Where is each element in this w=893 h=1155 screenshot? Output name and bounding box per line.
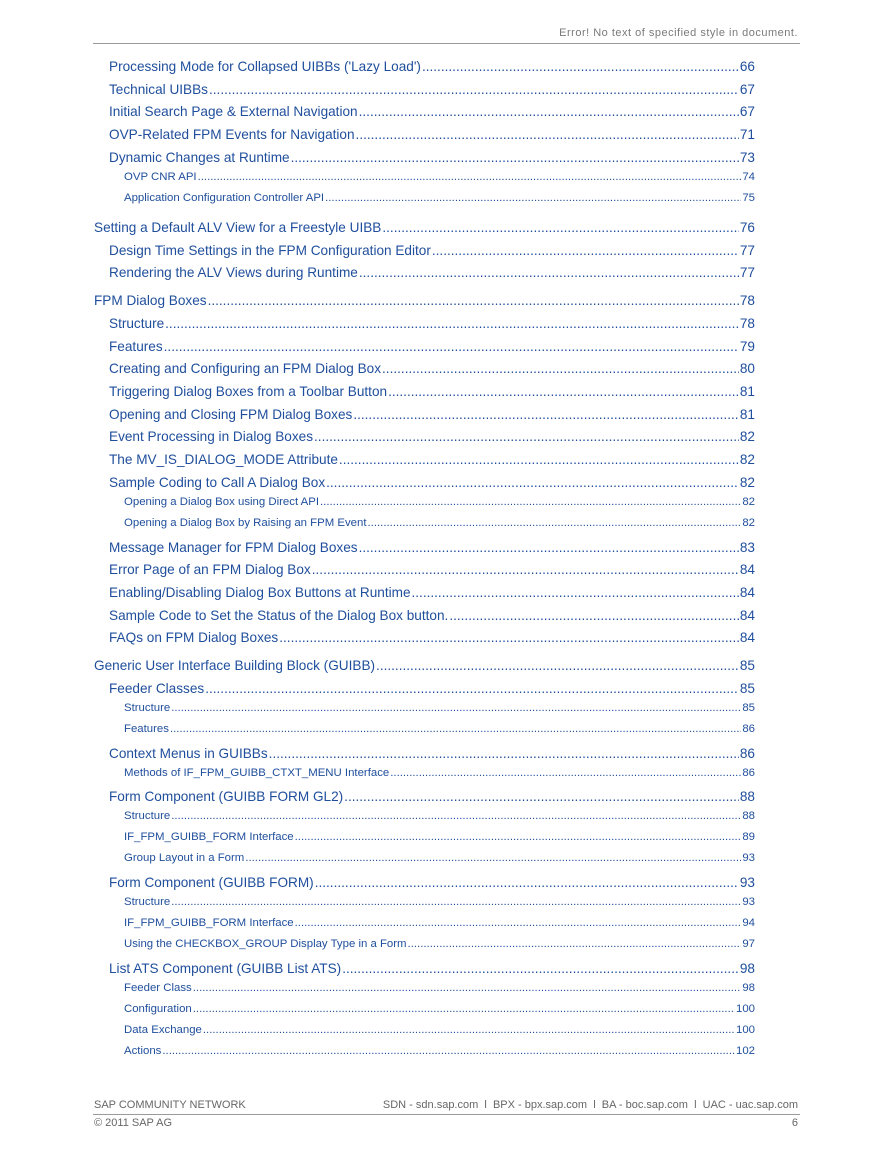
toc-entry-title: Group Layout in a Form <box>124 852 245 865</box>
toc-entry-page: 86 <box>742 723 755 735</box>
toc-dot-leader <box>359 104 739 119</box>
toc-entry-page: 98 <box>742 981 755 994</box>
toc-entry-title: Dynamic Changes at Runtime <box>109 149 290 165</box>
toc-dot-leader <box>382 220 739 235</box>
toc-dot-leader <box>359 265 739 280</box>
toc-entry[interactable] <box>94 658 755 673</box>
toc-dot-leader <box>198 171 742 183</box>
toc-entry[interactable] <box>109 681 755 696</box>
toc-dot-leader <box>326 475 739 490</box>
footer-links: SDN - sdn.sap.com l BPX - bpx.sap.com l BA - boc.sap.com l UAC - uac.sap.com <box>382 1099 798 1111</box>
toc-entry-title: List ATS Component (GUIBB List ATS) <box>109 960 342 976</box>
toc-entry-title: Structure <box>109 315 165 331</box>
toc-entry-page: 71 <box>739 127 755 143</box>
toc-entry-title: Structure <box>124 702 171 714</box>
toc-entry-page: 83 <box>739 539 755 555</box>
toc-entry-page: 77 <box>739 265 755 281</box>
toc-entry[interactable] <box>109 361 755 376</box>
toc-dot-leader <box>209 82 739 97</box>
toc-dot-leader <box>412 585 739 600</box>
toc-entry[interactable] <box>109 339 755 354</box>
page-number: 6 <box>791 1117 798 1129</box>
toc-entry[interactable] <box>124 1045 755 1057</box>
toc-dot-leader <box>171 896 741 908</box>
toc-entry[interactable] <box>109 875 755 890</box>
header-rule <box>93 43 800 44</box>
toc-entry-title: IF_FPM_GUIBB_FORM Interface <box>124 831 294 844</box>
toc-entry-title: Form Component (GUIBB FORM GL2) <box>109 789 344 805</box>
toc-entry[interactable] <box>109 475 755 490</box>
toc-entry-title: OVP CNR API <box>124 170 197 183</box>
toc-entry-page: 98 <box>739 960 755 976</box>
toc-entry[interactable] <box>124 767 755 779</box>
toc-entry-page: 75 <box>742 191 755 204</box>
toc-entry[interactable] <box>124 496 755 508</box>
toc-dot-leader <box>368 517 742 529</box>
header-text: Error! No text of specified style in document. <box>559 27 798 39</box>
toc-dot-leader <box>295 831 742 843</box>
toc-entry-title: Sample Code to Set the Status of the Dialog Box button. <box>109 607 449 623</box>
toc-entry-title: Form Component (GUIBB FORM) <box>109 875 314 891</box>
toc-entry-page: 97 <box>742 938 755 951</box>
toc-entry-title: Structure <box>124 810 171 823</box>
toc-entry[interactable] <box>109 150 755 165</box>
toc-entry-page: 100 <box>735 1002 755 1015</box>
toc-entry[interactable] <box>109 585 755 600</box>
toc-entry-title: Opening and Closing FPM Dialog Boxes <box>109 406 353 422</box>
toc-entry-title: Design Time Settings in the FPM Configuration Editor <box>109 242 431 258</box>
toc-entry[interactable] <box>109 630 755 645</box>
toc-dot-leader <box>269 746 739 761</box>
toc-entry[interactable] <box>109 316 755 331</box>
toc-entry-page: 84 <box>739 562 755 578</box>
toc-entry-page: 85 <box>739 681 755 696</box>
toc-entry-title: Actions <box>124 1044 162 1057</box>
toc-entry-page: 93 <box>739 875 755 891</box>
toc-dot-leader <box>165 316 739 331</box>
toc-entry-title: Setting a Default ALV View for a Freestyle UIBB <box>94 219 382 235</box>
toc-entry-page: 81 <box>739 384 755 399</box>
toc-dot-leader <box>193 1003 735 1015</box>
toc-dot-leader <box>382 361 739 376</box>
toc-dot-leader <box>388 384 739 399</box>
toc-entry-page: 73 <box>739 149 755 165</box>
toc-entry-title: Structure <box>124 896 171 909</box>
toc-entry-title: The MV_IS_DIALOG_MODE Attribute <box>109 452 338 468</box>
toc-entry-title: FPM Dialog Boxes <box>94 293 207 309</box>
toc-entry-page: 94 <box>742 917 755 930</box>
toc-entry-title: Processing Mode for Collapsed UIBBs ('Lazy Load') <box>109 59 421 74</box>
toc-entry[interactable] <box>109 562 755 577</box>
toc-entry-title: Feeder Class <box>124 981 192 994</box>
toc-entry-page: 78 <box>739 315 755 331</box>
toc-entry-page: 88 <box>739 789 755 805</box>
toc-entry-page: 80 <box>739 361 755 377</box>
toc-dot-leader <box>342 961 739 976</box>
toc-dot-leader <box>205 681 739 696</box>
toc-dot-leader <box>325 192 741 204</box>
toc-entry-page: 66 <box>739 59 755 74</box>
toc-entry-title: Generic User Interface Building Block (GUIBB) <box>94 658 376 674</box>
toc-entry[interactable] <box>94 220 755 235</box>
toc-entry[interactable] <box>109 127 755 142</box>
toc-dot-leader <box>353 407 739 422</box>
toc-entry[interactable] <box>124 723 755 735</box>
toc-entry-page: 82 <box>739 474 755 490</box>
toc-entry-page: 78 <box>739 293 755 309</box>
toc-dot-leader <box>344 789 739 804</box>
toc-entry[interactable] <box>124 192 755 204</box>
toc-dot-leader <box>376 658 739 673</box>
toc-entry[interactable] <box>109 961 755 976</box>
toc-dot-leader <box>171 702 741 714</box>
toc-entry-title: IF_FPM_GUIBB_FORM Interface <box>124 917 294 930</box>
toc-entry-title: OVP-Related FPM Events for Navigation <box>109 127 355 143</box>
toc-entry[interactable] <box>109 384 755 399</box>
toc-entry-page: 82 <box>739 429 755 445</box>
footer-network: SAP COMMUNITY NETWORK <box>94 1099 246 1111</box>
toc-entry-title: Features <box>109 338 163 354</box>
toc-entry[interactable] <box>109 789 755 804</box>
toc-entry[interactable] <box>124 171 755 183</box>
toc-dot-leader <box>390 767 741 779</box>
toc-entry-page: 81 <box>739 406 755 422</box>
toc-entry-title: Feeder Classes <box>109 681 205 696</box>
toc-entry-title: Creating and Configuring an FPM Dialog Box <box>109 361 382 377</box>
toc-dot-leader <box>170 723 741 735</box>
toc-entry-title: FAQs on FPM Dialog Boxes <box>109 630 279 646</box>
toc-dot-leader <box>245 852 741 864</box>
toc-entry[interactable] <box>109 407 755 422</box>
toc-entry[interactable] <box>94 293 755 308</box>
toc-entry-page: 85 <box>742 702 755 714</box>
toc-entry-page: 82 <box>739 452 755 468</box>
toc-entry[interactable] <box>109 452 755 467</box>
toc-dot-leader <box>314 429 739 444</box>
toc-entry-page: 67 <box>739 81 755 97</box>
toc-entry[interactable] <box>109 608 755 623</box>
toc-dot-leader <box>193 982 742 994</box>
toc-entry-page: 84 <box>739 630 755 646</box>
toc-entry-page: 77 <box>739 242 755 258</box>
toc-entry[interactable] <box>109 265 755 280</box>
toc-entry[interactable] <box>109 429 755 444</box>
toc-entry-title: Data Exchange <box>124 1023 202 1036</box>
toc-entry[interactable] <box>109 243 755 258</box>
toc-dot-leader <box>164 339 739 354</box>
toc-entry-title: Opening a Dialog Box by Raising an FPM Event <box>124 516 367 529</box>
toc-entry-title: Initial Search Page & External Navigation <box>109 104 358 120</box>
toc-entry-page: 84 <box>739 584 755 600</box>
toc-entry-page: 86 <box>742 766 755 779</box>
toc-entry-title: Rendering the ALV Views during Runtime <box>109 265 358 281</box>
toc-dot-leader <box>171 810 741 822</box>
toc-entry-page: 74 <box>742 170 755 183</box>
toc-entry-title: Triggering Dialog Boxes from a Toolbar Button <box>109 384 388 399</box>
toc-entry-title: Using the CHECKBOX_GROUP Display Type in a Form <box>124 938 407 951</box>
toc-entry[interactable] <box>124 831 755 843</box>
toc-entry-title: Features <box>124 723 169 735</box>
toc-entry-title: Configuration <box>124 1002 192 1015</box>
toc-entry-page: 82 <box>742 495 755 508</box>
toc-entry-title: Event Processing in Dialog Boxes <box>109 429 314 445</box>
toc-dot-leader <box>162 1045 735 1057</box>
toc-entry[interactable] <box>124 938 755 950</box>
toc-entry-page: 76 <box>739 219 755 235</box>
toc-dot-leader <box>408 938 742 950</box>
toc-entry[interactable] <box>124 1024 755 1036</box>
toc-entry[interactable] <box>109 746 755 761</box>
toc-entry[interactable] <box>124 1003 755 1015</box>
toc-entry[interactable] <box>124 896 755 908</box>
toc-entry-title: Message Manager for FPM Dialog Boxes <box>109 539 358 555</box>
toc-entry[interactable] <box>124 810 755 822</box>
toc-entry[interactable] <box>109 82 755 97</box>
toc-entry-page: 100 <box>735 1023 755 1036</box>
toc-dot-leader <box>203 1024 735 1036</box>
toc-entry-page: 67 <box>739 104 755 120</box>
toc-entry-page: 89 <box>742 831 755 844</box>
toc-entry[interactable] <box>109 104 755 119</box>
toc-dot-leader <box>356 127 739 142</box>
toc-dot-leader <box>291 150 739 165</box>
toc-dot-leader <box>320 496 741 508</box>
toc-entry-title: Opening a Dialog Box using Direct API <box>124 495 320 508</box>
toc-dot-leader <box>295 917 742 929</box>
toc-dot-leader <box>432 243 739 258</box>
toc-dot-leader <box>208 293 739 308</box>
toc-dot-leader <box>315 875 739 890</box>
toc-entry-page: 102 <box>735 1044 755 1057</box>
toc-entry-page: 93 <box>742 852 755 865</box>
toc-dot-leader <box>312 562 739 577</box>
toc-entry-page: 84 <box>739 607 755 623</box>
toc-entry-title: Context Menus in GUIBBs <box>109 745 268 761</box>
toc-entry[interactable] <box>124 852 755 864</box>
toc-entry[interactable] <box>124 917 755 929</box>
toc-entry-title: Sample Coding to Call A Dialog Box <box>109 474 326 490</box>
toc-dot-leader <box>339 452 739 467</box>
toc-entry[interactable] <box>109 540 755 555</box>
toc-entry[interactable] <box>124 517 755 529</box>
toc-dot-leader <box>449 608 739 623</box>
toc-entry-title: Methods of IF_FPM_GUIBB_CTXT_MENU Interface <box>124 766 390 779</box>
toc-entry[interactable] <box>124 982 755 994</box>
toc-entry-page: 79 <box>739 338 755 354</box>
toc-entry-page: 93 <box>742 896 755 909</box>
toc-entry-title: Enabling/Disabling Dialog Box Buttons at Runtime <box>109 584 411 600</box>
toc-entry[interactable] <box>109 59 755 74</box>
toc-entry-page: 86 <box>739 745 755 761</box>
footer-copyright: © 2011 SAP AG <box>94 1117 173 1129</box>
toc-entry-page: 88 <box>742 810 755 823</box>
toc-entry-title: Technical UIBBs <box>109 81 208 97</box>
toc-dot-leader <box>359 540 739 555</box>
toc-dot-leader <box>279 630 739 645</box>
footer-rule <box>93 1114 800 1115</box>
toc-dot-leader <box>422 59 739 74</box>
toc-entry[interactable] <box>124 702 755 714</box>
toc-entry-page: 82 <box>742 516 755 529</box>
toc-entry-title: Application Configuration Controller API <box>124 191 325 204</box>
toc-entry-page: 85 <box>739 658 755 674</box>
toc-entry-title: Error Page of an FPM Dialog Box <box>109 562 311 578</box>
